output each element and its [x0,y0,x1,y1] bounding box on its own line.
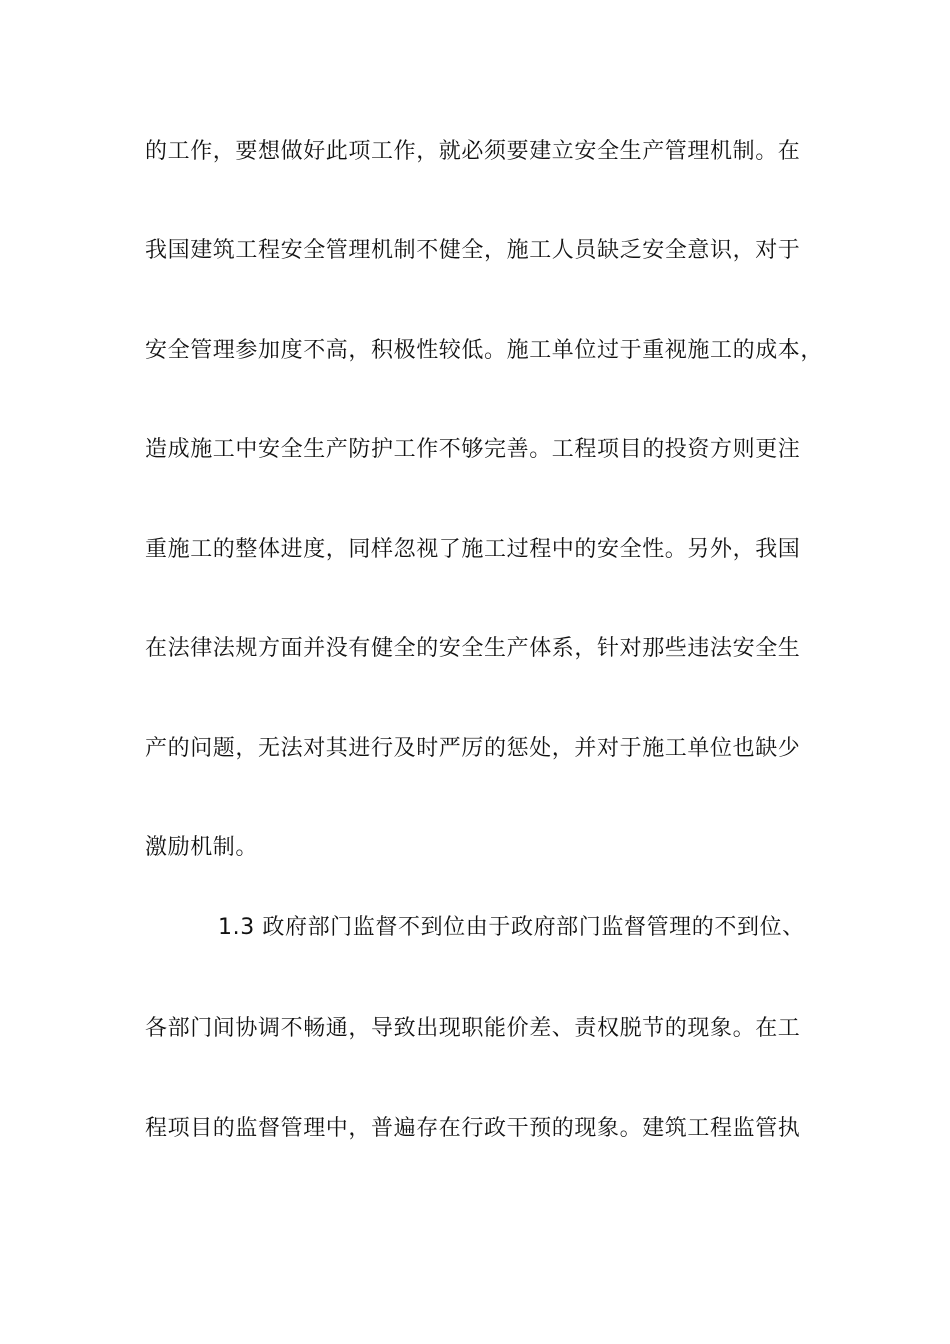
paragraph-line: 重施工的整体进度，同样忽视了施工过程中的安全性。另外，我国 [145,537,801,562]
paragraph-line: 产的问题，无法对其进行及时严厉的惩处，并对于施工单位也缺少 [145,736,801,761]
paragraph-line: 程项目的监督管理中，普遍存在行政干预的现象。建筑工程监管执 [145,1116,801,1141]
paragraph-line: 在法律法规方面并没有健全的安全生产体系，针对那些违法安全生 [145,636,801,661]
paragraph-line: 各部门间协调不畅通，导致出现职能价差、责权脱节的现象。在工 [145,1016,801,1041]
paragraph-line: 造成施工中安全生产防护工作不够完善。工程项目的投资方则更注 [145,437,801,462]
paragraph-line: 我国建筑工程安全管理机制不健全，施工人员缺乏安全意识，对于 [145,238,801,263]
paragraph-line: 激励机制。 [145,835,259,860]
section-heading-line: 1.3 政府部门监督不到位由于政府部门监督管理的不到位、 [218,915,805,940]
paragraph-line: 安全管理参加度不高，积极性较低。施工单位过于重视施工的成本， [145,338,824,363]
paragraph-line: 的工作，要想做好此项工作，就必须要建立安全生产管理机制。在 [145,139,801,164]
